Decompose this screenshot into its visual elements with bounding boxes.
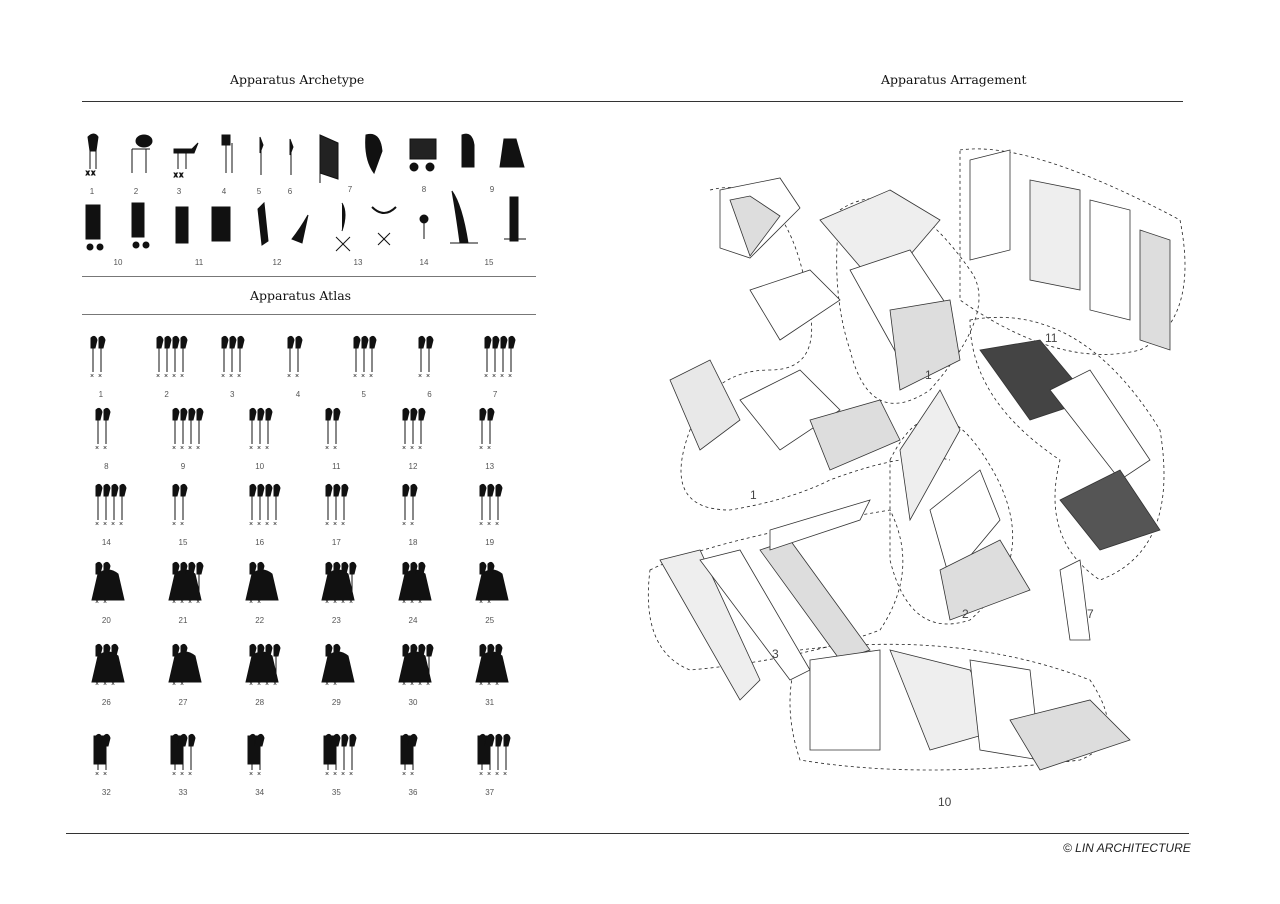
svg-text:×: ×	[256, 681, 261, 688]
atlas-item-25-icon	[472, 558, 522, 610]
atlas-grid	[70, 322, 550, 822]
archetype-21-icon	[450, 191, 478, 243]
archetype-number: 1	[89, 187, 95, 196]
archetype-17-icon	[292, 215, 308, 243]
svg-text:×: ×	[410, 445, 415, 452]
svg-text:×: ×	[103, 521, 108, 528]
atlas-item-10-icon	[242, 404, 292, 456]
svg-text:×: ×	[478, 681, 483, 688]
svg-text:×: ×	[172, 771, 177, 778]
arrangement-label: 3	[772, 647, 779, 661]
atlas-item-number: 24	[408, 616, 418, 625]
svg-text:×: ×	[172, 681, 177, 688]
archetype-glyphs	[80, 125, 540, 275]
archetype-13-icon	[132, 203, 149, 248]
atlas-item-27-icon	[165, 640, 215, 692]
copyright-credit: © LIN ARCHITECTURE	[1063, 841, 1191, 855]
svg-text:×: ×	[418, 373, 423, 380]
svg-text:×: ×	[196, 599, 201, 606]
archetype-5-icon	[260, 137, 263, 175]
atlas-item-21-icon	[165, 558, 215, 610]
atlas-item-number: 20	[101, 616, 111, 625]
svg-text:×: ×	[418, 445, 423, 452]
atlas-item-number: 8	[104, 462, 109, 471]
svg-text:×: ×	[248, 771, 253, 778]
svg-text:×: ×	[486, 771, 491, 778]
atlas-item-13-icon	[472, 404, 522, 456]
svg-text:×: ×	[325, 771, 330, 778]
svg-text:×: ×	[95, 599, 100, 606]
svg-text:×: ×	[418, 599, 423, 606]
atlas-item-4-icon	[280, 332, 330, 384]
atlas-item-16-icon	[242, 480, 292, 532]
atlas-item-number: 16	[255, 538, 265, 547]
atlas-item-26-icon	[88, 640, 138, 692]
archetype-number: 7	[347, 185, 353, 194]
archetype-3-icon	[174, 143, 198, 179]
atlas-item-12-icon	[395, 404, 445, 456]
svg-text:×: ×	[402, 599, 407, 606]
atlas-item-number: 17	[331, 538, 341, 547]
svg-text:×: ×	[333, 771, 338, 778]
svg-text:×: ×	[341, 771, 346, 778]
svg-text:×: ×	[97, 373, 102, 380]
atlas-item-17-icon	[318, 480, 368, 532]
atlas-item-19-icon	[472, 480, 522, 532]
arrangement-label: 2	[962, 607, 969, 621]
footer-rule	[66, 833, 1189, 834]
atlas-item-number: 22	[255, 616, 265, 625]
svg-text:×: ×	[349, 771, 354, 778]
svg-text:×: ×	[264, 681, 269, 688]
svg-text:×: ×	[508, 373, 513, 380]
archetype-12-icon	[86, 205, 103, 250]
atlas-item-18-icon	[395, 480, 445, 532]
archetype-4-icon	[222, 135, 232, 173]
atlas-item-number: 32	[101, 788, 111, 797]
svg-text:×: ×	[478, 445, 483, 452]
atlas-item-number: 7	[492, 390, 498, 399]
atlas-item-number: 1	[98, 390, 104, 399]
atlas-item-number: 21	[178, 616, 188, 625]
atlas-item-number: 3	[230, 390, 235, 399]
atlas-item-number: 2	[164, 390, 169, 399]
atlas-item-number: 35	[331, 788, 341, 797]
archetype-number: 9	[489, 185, 495, 194]
atlas-item-32-icon	[88, 730, 138, 782]
svg-text:×: ×	[486, 681, 491, 688]
atlas-item-number: 29	[331, 698, 341, 707]
atlas-item-5-icon	[346, 332, 396, 384]
archetype-19-icon	[372, 207, 396, 245]
svg-text:×: ×	[486, 599, 491, 606]
svg-text:×: ×	[256, 445, 261, 452]
atlas-item-number: 25	[485, 616, 495, 625]
archetype-number: 14	[419, 258, 429, 267]
svg-text:×: ×	[155, 373, 160, 380]
svg-text:×: ×	[248, 599, 253, 606]
atlas-item-15-icon	[165, 480, 215, 532]
archetype-number: 10	[113, 258, 123, 267]
svg-text:×: ×	[172, 445, 177, 452]
archetype-20-icon	[420, 215, 428, 239]
svg-text:×: ×	[478, 599, 483, 606]
archetype-15-icon	[212, 207, 230, 241]
atlas-item-number: 26	[101, 698, 111, 707]
svg-text:×: ×	[163, 373, 168, 380]
atlas-item-22-icon	[242, 558, 292, 610]
svg-text:×: ×	[341, 521, 346, 528]
atlas-item-number: 9	[180, 462, 186, 471]
svg-text:×: ×	[196, 445, 201, 452]
svg-text:×: ×	[494, 521, 499, 528]
atlas-item-8-icon	[88, 404, 138, 456]
svg-text:×: ×	[368, 373, 373, 380]
svg-text:×: ×	[172, 521, 177, 528]
svg-text:×: ×	[179, 373, 184, 380]
atlas-item-7-icon	[477, 332, 527, 384]
atlas-item-number: 37	[485, 788, 495, 797]
svg-text:×: ×	[325, 445, 330, 452]
arrangement-label: 1	[750, 488, 757, 502]
svg-text:×: ×	[180, 681, 185, 688]
atlas-item-number: 28	[255, 698, 265, 707]
arrangement-label: 10	[938, 795, 952, 809]
svg-text:×: ×	[188, 445, 193, 452]
atlas-item-28-icon	[242, 640, 292, 692]
svg-text:×: ×	[256, 521, 261, 528]
svg-text:×: ×	[237, 373, 242, 380]
svg-text:×: ×	[486, 521, 491, 528]
atlas-item-31-icon	[472, 640, 522, 692]
svg-text:x x: x x	[174, 172, 183, 179]
svg-text:×: ×	[333, 599, 338, 606]
svg-text:×: ×	[188, 771, 193, 778]
atlas-title: Apparatus Atlas	[250, 288, 352, 303]
svg-text:×: ×	[111, 521, 116, 528]
archetype-number: 13	[353, 258, 363, 267]
header-rule	[82, 101, 1183, 102]
svg-text:×: ×	[95, 681, 100, 688]
atlas-item-number: 27	[178, 698, 188, 707]
svg-text:×: ×	[248, 521, 253, 528]
svg-text:×: ×	[410, 681, 415, 688]
svg-text:×: ×	[172, 599, 177, 606]
atlas-item-number: 14	[101, 538, 111, 547]
svg-text:×: ×	[103, 445, 108, 452]
archetype-divider	[82, 276, 536, 277]
atlas-item-number: 4	[295, 390, 301, 399]
svg-text:×: ×	[95, 445, 100, 452]
atlas-item-14-icon	[88, 480, 138, 532]
svg-text:×: ×	[95, 771, 100, 778]
atlas-item-9-icon	[165, 404, 215, 456]
atlas-item-number: 33	[178, 788, 188, 797]
archetype-7-icon	[320, 135, 338, 183]
atlas-item-number: 18	[408, 538, 418, 547]
svg-text:×: ×	[180, 445, 185, 452]
svg-text:×: ×	[402, 521, 407, 528]
svg-text:×: ×	[180, 521, 185, 528]
archetype-number: 15	[484, 258, 494, 267]
svg-text:×: ×	[264, 521, 269, 528]
svg-text:×: ×	[256, 771, 261, 778]
svg-text:×: ×	[89, 373, 94, 380]
svg-text:×: ×	[95, 521, 100, 528]
svg-text:×: ×	[402, 445, 407, 452]
svg-text:×: ×	[171, 373, 176, 380]
svg-text:×: ×	[325, 681, 330, 688]
svg-text:×: ×	[494, 681, 499, 688]
archetype-9-icon	[410, 139, 436, 171]
svg-text:×: ×	[325, 521, 330, 528]
svg-text:×: ×	[221, 373, 226, 380]
svg-text:×: ×	[410, 771, 415, 778]
svg-text:×: ×	[333, 521, 338, 528]
atlas-item-number: 19	[485, 538, 495, 547]
atlas-item-34-icon	[242, 730, 292, 782]
svg-text:×: ×	[333, 681, 338, 688]
svg-text:×: ×	[248, 445, 253, 452]
archetype-2-icon	[132, 135, 152, 173]
atlas-item-number: 23	[331, 616, 341, 625]
archetype-11-icon	[500, 139, 524, 167]
svg-text:×: ×	[103, 771, 108, 778]
archetype-number: 4	[221, 187, 227, 196]
svg-text:×: ×	[360, 373, 365, 380]
atlas-item-number: 6	[427, 390, 432, 399]
archetype-14-icon	[176, 207, 188, 243]
svg-text:×: ×	[287, 373, 292, 380]
arrangement-label: 1	[925, 368, 932, 382]
archetype-number: 11	[194, 258, 204, 267]
arrangement-label: 11	[1045, 331, 1058, 345]
archetype-number: 8	[421, 185, 427, 194]
svg-text:×: ×	[402, 681, 407, 688]
atlas-item-24-icon	[395, 558, 445, 610]
svg-text:×: ×	[492, 373, 497, 380]
svg-text:×: ×	[256, 599, 261, 606]
svg-text:×: ×	[426, 373, 431, 380]
atlas-item-33-icon	[165, 730, 215, 782]
svg-text:×: ×	[352, 373, 357, 380]
arrangement-drawing	[630, 130, 1200, 820]
svg-text:×: ×	[272, 521, 277, 528]
atlas-item-11-icon	[318, 404, 368, 456]
atlas-item-29-icon	[318, 640, 368, 692]
atlas-item-20-icon	[88, 558, 138, 610]
svg-text:×: ×	[248, 681, 253, 688]
archetype-number: 3	[176, 187, 182, 196]
atlas-item-2-icon	[149, 332, 199, 384]
svg-text:×: ×	[180, 599, 185, 606]
archetype-1-icon	[86, 134, 98, 177]
atlas-item-23-icon	[318, 558, 368, 610]
atlas-item-number: 30	[408, 698, 418, 707]
atlas-item-1-icon	[83, 332, 133, 384]
svg-text:×: ×	[478, 771, 483, 778]
atlas-item-30-icon	[395, 640, 445, 692]
archetype-6-icon	[290, 139, 293, 175]
svg-text:×: ×	[272, 681, 277, 688]
atlas-item-number: 12	[408, 462, 418, 471]
svg-text:×: ×	[502, 771, 507, 778]
svg-text:×: ×	[484, 373, 489, 380]
svg-text:×: ×	[111, 681, 116, 688]
archetype-16-icon	[258, 203, 268, 245]
archetype-number: 2	[133, 187, 139, 196]
atlas-item-number: 11	[332, 462, 341, 471]
svg-text:×: ×	[494, 771, 499, 778]
svg-text:×: ×	[426, 681, 431, 688]
atlas-item-number: 13	[485, 462, 495, 471]
atlas-item-35-icon	[318, 730, 368, 782]
atlas-item-number: 34	[255, 788, 265, 797]
svg-text:×: ×	[325, 599, 330, 606]
svg-text:×: ×	[500, 373, 505, 380]
atlas-item-number: 15	[178, 538, 188, 547]
svg-text:×: ×	[341, 599, 346, 606]
archetype-number: 5	[256, 187, 262, 196]
svg-text:×: ×	[295, 373, 300, 380]
archetype-22-icon	[504, 197, 526, 241]
svg-text:×: ×	[188, 599, 193, 606]
archetype-18-icon	[336, 203, 350, 251]
archetype-title: Apparatus Archetype	[230, 72, 365, 87]
svg-text:×: ×	[478, 521, 483, 528]
svg-text:×: ×	[103, 681, 108, 688]
svg-text:×: ×	[402, 771, 407, 778]
svg-text:×: ×	[410, 599, 415, 606]
atlas-item-number: 36	[408, 788, 418, 797]
svg-text:×: ×	[119, 521, 124, 528]
svg-text:×: ×	[333, 445, 338, 452]
svg-text:×: ×	[103, 599, 108, 606]
atlas-item-number: 5	[361, 390, 366, 399]
svg-text:×: ×	[410, 521, 415, 528]
svg-text:×: ×	[264, 445, 269, 452]
archetype-number: 12	[272, 258, 282, 267]
svg-text:×: ×	[486, 445, 491, 452]
arrangement-title: Apparatus Arragement	[881, 72, 1027, 87]
archetype-10-icon	[462, 134, 474, 167]
svg-text:x x: x x	[86, 170, 95, 177]
atlas-item-36-icon	[395, 730, 445, 782]
atlas-item-3-icon	[214, 332, 264, 384]
archetype-8-icon	[366, 134, 382, 173]
atlas-item-37-icon	[472, 730, 522, 782]
svg-text:×: ×	[229, 373, 234, 380]
svg-text:×: ×	[418, 681, 423, 688]
atlas-divider	[82, 314, 536, 315]
svg-text:×: ×	[180, 771, 185, 778]
atlas-item-6-icon	[411, 332, 461, 384]
atlas-item-number: 10	[255, 462, 265, 471]
atlas-item-number: 31	[485, 698, 495, 707]
svg-text:×: ×	[349, 599, 354, 606]
arrangement-label: 7	[1087, 607, 1094, 621]
archetype-number: 6	[287, 187, 293, 196]
